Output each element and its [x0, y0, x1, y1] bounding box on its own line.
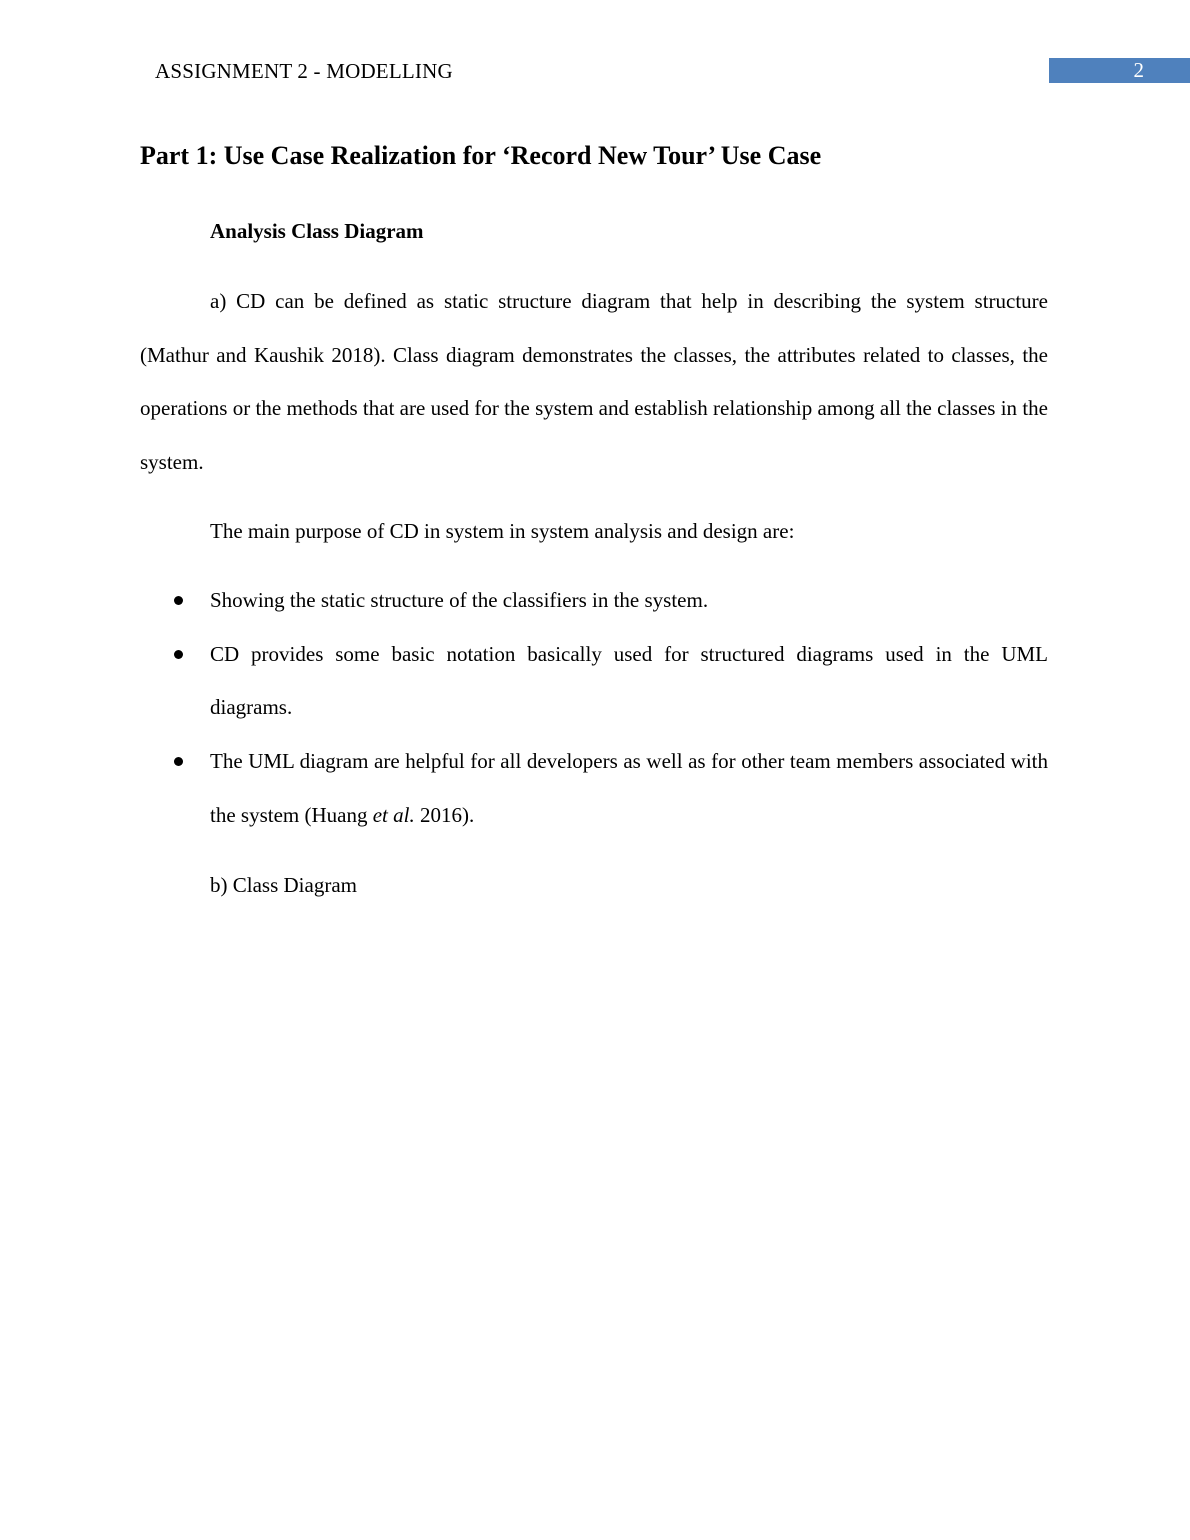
page-number-box	[1049, 58, 1190, 83]
bullet-text: CD provides some basic notation basically used for structured diagrams used in the UML diagrams.	[210, 641, 1048, 720]
part-heading: Part 1: Use Case Realization for ‘Record New Tour’ Use Case	[140, 141, 822, 170]
bullet-text: The UML diagram are helpful for all developers as well as for other team members associated with the system (Huang	[210, 749, 1048, 827]
bullet-item	[210, 628, 1048, 735]
paragraph-purpose-intro: The main purpose of CD in system in system analysis and design are:	[210, 519, 795, 543]
purpose-bullet-list	[0, 574, 1190, 843]
section-heading: Analysis Class Diagram	[210, 219, 424, 243]
bullet-dot-icon	[174, 650, 183, 659]
citation-et-al: et al.	[372, 802, 415, 827]
bullet-text-end: 2016).	[414, 802, 475, 827]
paragraph-definition: a) CD can be defined as static structure diagram that help in describing the system structure (Mathur and Kaushik 2018). Class diagram demonstrates the classes, the attributes related to classes, the operations or the methods that are used for the system and establish relationship among all the classes in the system.	[140, 289, 1048, 475]
bullet-dot-icon	[174, 596, 183, 605]
bullet-text: Showing the static structure of the classifiers in the system.	[210, 588, 709, 612]
page-number: 2	[1133, 58, 1144, 82]
bullet-item	[210, 735, 1048, 842]
bullet-dot-icon	[174, 757, 183, 766]
class-diagram-label: b) Class Diagram	[210, 873, 357, 897]
bullet-item	[210, 574, 1048, 628]
running-title: ASSIGNMENT 2 - MODELLING	[155, 59, 453, 83]
